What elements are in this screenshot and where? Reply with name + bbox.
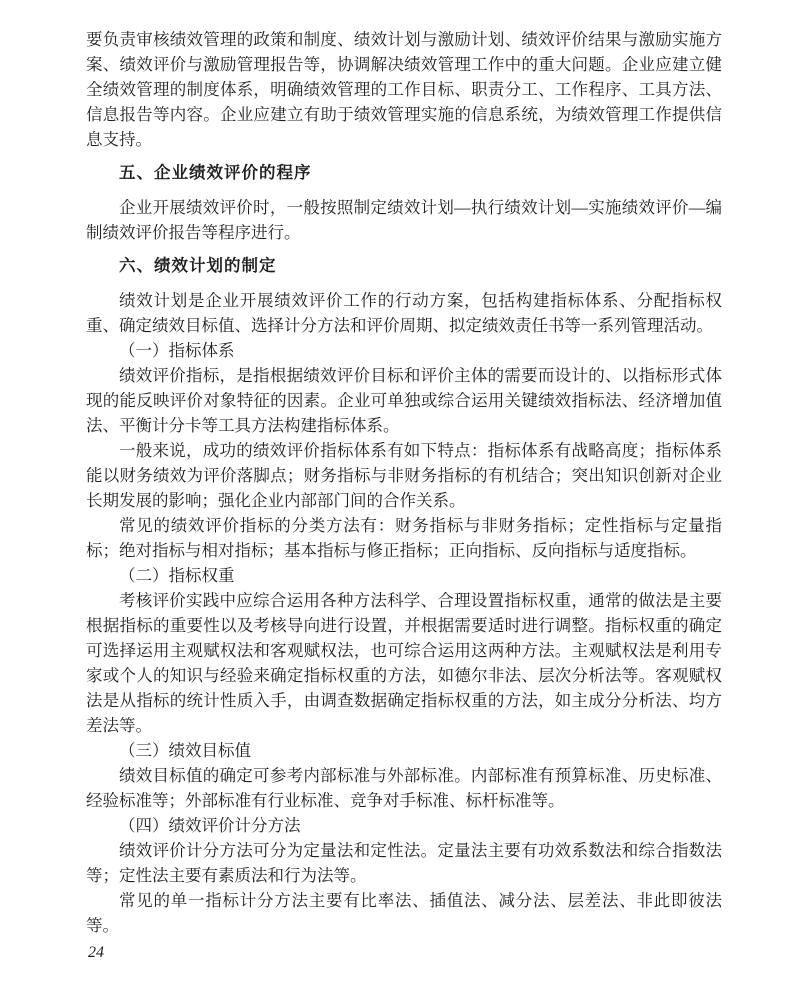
paragraph: 考核评价实践中应综合运用各种方法科学、合理设置指标权重，通常的做法是主要根据指标的重要性以及考核导向进行设置，并根据需要适时进行调整。指标权重的确定可选择运用主观赋权法和客观赋权法，也可综合运用这两种方法。主观赋权法是利用专家或个人的知识与经验来确定指标权重的方法，如德尔非法、层次分析法等。客观赋权法是从指标的统计性质入手，由调查数据确定指标权重的方法，如主成分分析法、均方差法等。: [86, 591, 722, 735]
subsection-heading-2: （二）指标权重: [119, 566, 235, 585]
paragraph: 一般来说，成功的绩效评价指标体系有如下特点：指标体系有战略高度；指标体系能以财务绩效为评价落脚点；财务指标与非财务指标的有机结合；突出知识创新对企业长期发展的影响；强化企业内部部门间的合作关系。: [86, 441, 722, 510]
paragraph: 企业开展绩效评价时，一般按照制定绩效计划—执行绩效计划—实施绩效评价—编制绩效评价报告等程序进行。: [86, 198, 722, 242]
paragraph: 绩效评价指标，是指根据绩效评价目标和评价主体的需要而设计的、以指标形式体现的能反映评价对象特征的因素。企业可单独或综合运用关键绩效指标法、经济增加值法、平衡计分卡等工具方法构建指标体系。: [86, 366, 722, 435]
subsection-heading-4: （四）绩效评价计分方法: [119, 816, 301, 835]
subsection-heading-3: （三）绩效目标值: [119, 741, 251, 760]
subsection-heading-1: （一）指标体系: [119, 341, 235, 360]
page-number: 24: [88, 944, 104, 961]
paragraph: 绩效评价计分方法可分为定量法和定性法。定量法主要有功效系数法和综合指数法等；定性法主要有素质法和行为法等。: [86, 841, 722, 885]
paragraph: 绩效计划是企业开展绩效评价工作的行动方案，包括构建指标体系、分配指标权重、确定绩效目标值、选择计分方法和评价周期、拟定绩效责任书等一系列管理活动。: [86, 291, 722, 335]
paragraph: 常见的单一指标计分方法主要有比率法、插值法、减分法、层差法、非此即彼法等。: [86, 891, 722, 935]
section-heading-5: 五、企业绩效评价的程序: [119, 164, 312, 182]
paragraph: 常见的绩效评价指标的分类方法有：财务指标与非财务指标；定性指标与定量指标；绝对指标与相对指标；基本指标与修正指标；正向指标、反向指标与适度指标。: [86, 516, 722, 560]
section-heading-6: 六、绩效计划的制定: [119, 257, 277, 275]
paragraph: 要负责审核绩效管理的政策和制度、绩效计划与激励计划、绩效评价结果与激励实施方案、绩效评价与激励管理报告等，协调解决绩效管理工作中的重大问题。企业应建立健全绩效管理的制度体系，明确绩效管理的工作目标、职责分工、工作程序、工具方法、信息报告等内容。企业应建立有助于绩效管理实施的信息系统，为绩效管理工作提供信息支持。: [86, 30, 722, 149]
paragraph: 绩效目标值的确定可参考内部标准与外部标准。内部标准有预算标准、历史标准、经验标准等；外部标准有行业标准、竞争对手标准、标杆标准等。: [86, 766, 722, 810]
